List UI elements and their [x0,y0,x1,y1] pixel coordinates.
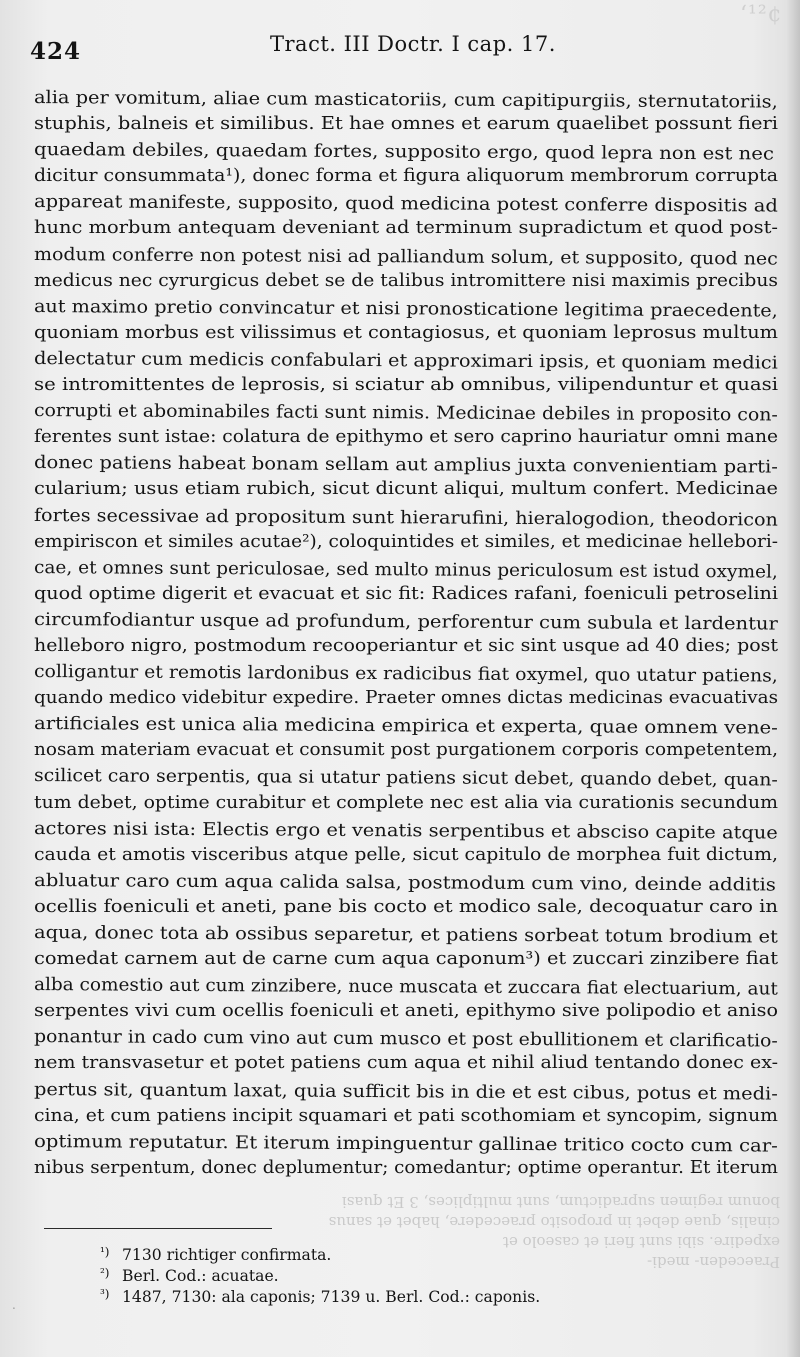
text-line: dicitur consummata¹), donec forma et figura aliquorum membrorum corrupta [34,166,778,187]
footnote [100,1284,660,1305]
text-line: ferentes sunt istae: colatura de epithymo et sero caprino hauriatur omni mane [34,427,778,448]
text-line: cae, et omnes sunt periculosae, sed multo minus periculosum est istud oxymel, [33,557,778,583]
text-line: nibus serpentum, donec deplumentur; comedantur; optime operantur. Et iterum [34,1157,778,1178]
footnote [100,1263,660,1284]
footnote-text: 7130 richtiger confirmata. [122,1246,332,1264]
footnote [100,1242,660,1263]
text-line: se intromittentes de leprosis, si sciatur ab omnibus, vilipenduntur et quasi [34,375,779,396]
text-line: colligantur et remotis lardonibus ex radicibus fiat oxymel, quo utatur patiens, [33,662,778,687]
running-title: Tract. III Doctr. I cap. 17. [270,32,556,56]
text-line: nem transvasetur et potet patiens cum aqua et nihil aliud tentando donec ex- [34,1053,778,1074]
text-line: pertus sit, quantum laxat, quia sufficit bis in die et est cibus, potus et medi- [33,1079,778,1105]
text-line: appareat manifeste, supposito, quod medicina potest conferre dispositis ad [33,192,778,217]
bleed-through-header: ‘¹²¢ [740,2,783,27]
text-line: hunc morbum antequam deveniant ad terminum supradictum et quod post- [34,218,778,239]
text-line: quaedam debiles, quaedam fortes, supposito ergo, quod lepra non est nec [33,140,775,165]
footnotes [100,1242,660,1305]
text-line: cina, et cum patiens incipit squamari et pati scothomiam et syncopim, signum [34,1105,778,1126]
text-line: cularium; usus etiam rubich, sicut dicunt aliqui, multum confert. Medicinae [34,479,778,500]
text-line: actores nisi ista: Electis ergo et venatis serpentibus et absciso capite atque [33,818,778,844]
text-line: alba comestio aut cum zinzibere, nuce muscata et zuccara fiat electuarium, aut [33,975,778,1000]
text-line: optimum reputatur. Et iterum impinguentur gallinae tritico cocto cum car- [33,1131,778,1157]
text-line: alia per vomitum, aliae cum masticatoriis, cum capitipurgiis, sternutatoriis, [33,88,778,113]
footnote-mark: ²) [100,1266,110,1280]
text-line: artificiales est unica alia medicina empirica et experta, quae omnem vene- [33,714,778,739]
text-line: ponantur in cado cum vino aut cum musco et post ebullitionem et clarificatio- [33,1027,778,1052]
text-line: circumfodiantur usque ad profundum, perforentur cum subula et lardentur [33,609,778,635]
spine-shadow [786,0,800,1357]
text-line: fortes secessivae ad propositum sunt hierarufini, hieralogodion, theodoricon [33,505,778,531]
bleed-through-line: cinalis, quae debet in proposito praecedere, habet et sanus [328,1213,780,1231]
footnote-mark: ¹) [100,1245,110,1259]
text-line: cauda et amotis visceribus atque pelle, sicut capitulo de morphea fuit dictum, [34,844,779,865]
bleed-through-line: expedire. sibi sunt fieri et caseolo et [502,1233,780,1251]
text-line: quod optime digerit et evacuat et sic fit: Radices rafani, foeniculi petroselini [34,583,778,604]
text-line: aqua, donec tota ab ossibus separetur, et patiens sorbeat totum brodium et [33,923,778,948]
footnote-text: Berl. Cod.: acuatae. [122,1267,279,1285]
text-line: stuphis, balneis et similibus. Et hae omnes et earum quaelibet possunt fieri [34,114,778,135]
text-line: delectatur cum medicis confabulari et approximari ipsis, et quoniam medici [33,348,778,374]
text-line: aut maximo pretio convincatur et nisi pronosticatione legitima praecedente, [33,296,778,322]
text-line: empiriscon et similes acutae²), coloquintides et similes, et medicinae hellebori- [34,531,778,552]
text-line: quoniam morbus est vilissimus et contagiosus, et quoniam leprosus multum [34,322,778,343]
text-line: donec patiens habeat bonam sellam aut amplius juxta convenientiam parti- [33,453,778,478]
footnote-text: 1487, 7130: ala caponis; 7139 u. Berl. Cod.: caponis. [122,1288,541,1306]
footnote-rule [44,1228,272,1229]
margin-mark: . [12,1298,16,1312]
bleed-through-line: Praeceden- medi- [647,1253,780,1271]
body-text [34,85,782,1181]
text-line: helleboro nigro, postmodum recooperiantur et sic sint usque ad 40 dies; post [34,635,778,656]
footnote-mark: ³) [100,1287,110,1301]
text-line: tum debet, optime curabitur et complete nec est alia via curationis secundum [34,792,778,813]
bleed-through-line: bonum regimen supradictum, sunt multiplices, 3 Et quasi [341,1193,780,1211]
page-number: 424 [30,38,82,65]
text-line: quando medico videbitur expedire. Praeter omnes dictas medicinas evacuativas [34,688,779,709]
text-line: abluatur caro cum aqua calida salsa, postmodum cum vino, deinde additis [33,870,777,896]
text-line: corrupti et abominabiles facti sunt nimis. Medicinae debiles in proposito con- [33,401,778,426]
text-line: medicus nec cyrurgicus debet se de talibus intromittere nisi maximis precibus [34,270,779,291]
text-line: comedat carnem aut de carne cum aqua caponum³) et zuccari zinzibere fiat [34,949,778,970]
running-head [30,32,776,66]
text-line: ocellis foeniculi et aneti, pane bis cocto et modico sale, decoquatur caro in [34,896,778,917]
text-line: serpentes vivi cum ocellis foeniculi et aneti, epithymo sive polipodio et aniso [34,1001,778,1022]
text-line: nosam materiam evacuat et consumit post purgationem corporis competentem, [34,740,778,761]
text-line: modum conferre non potest nisi ad palliandum solum, et supposito, quod nec [33,244,778,270]
text-line: scilicet caro serpentis, qua si utatur patiens sicut debet, quando debet, quan- [33,766,778,791]
